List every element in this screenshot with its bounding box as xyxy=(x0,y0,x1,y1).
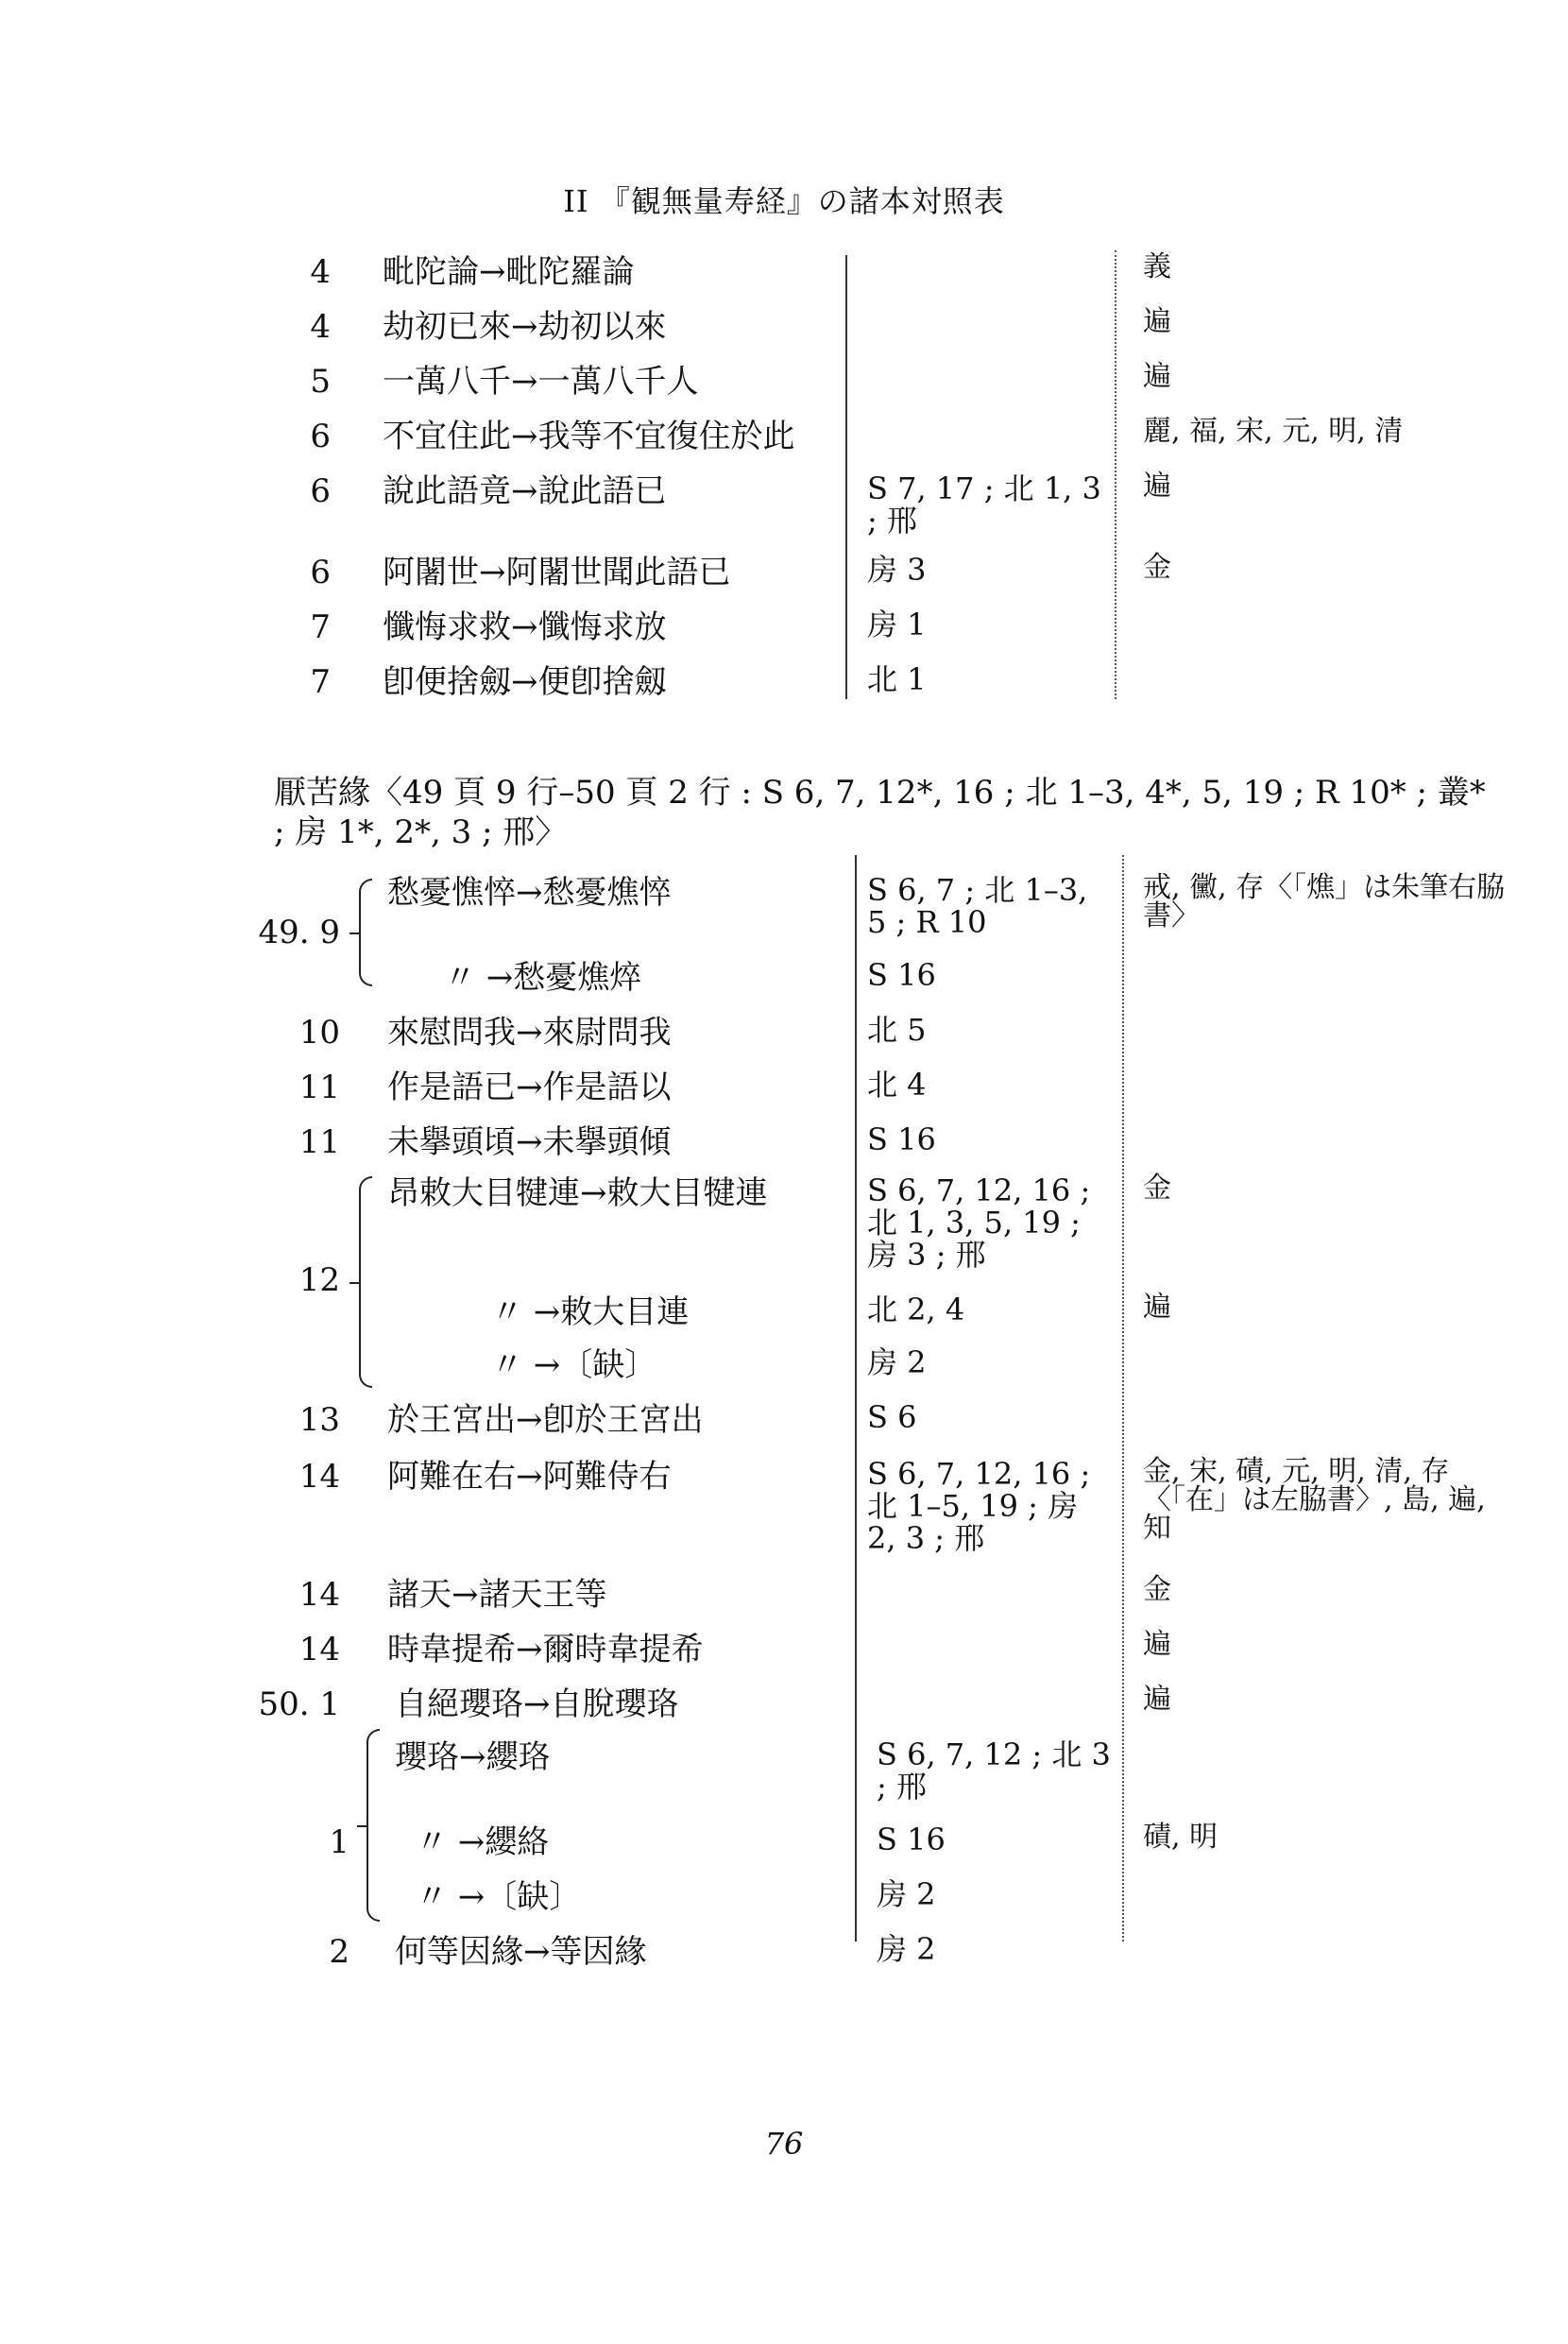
line-number: 5 xyxy=(310,363,331,401)
source-list: S 7, 17 ; 北 1, 3 ; 邢 xyxy=(867,471,1101,539)
line-number: 12 xyxy=(298,1261,340,1299)
line-number: 7 xyxy=(310,608,331,646)
table-row xyxy=(0,415,1568,471)
variant-text: 說此語竟→說此語已 xyxy=(383,472,667,510)
line-number: 6 xyxy=(310,554,331,591)
variant-text: 阿闍世→阿闍世聞此語已 xyxy=(383,554,731,591)
table-row xyxy=(0,1123,1568,1176)
source-list: S 6, 7, 12, 16 ; 北 1–5, 19 ; 房 2, 3 ; 邢 xyxy=(867,1456,1091,1556)
line-number: 10 xyxy=(298,1014,340,1052)
source-list: 北 2, 4 xyxy=(867,1292,965,1327)
line-number: 50. 1 xyxy=(258,1685,340,1723)
table-row xyxy=(0,1685,1568,1738)
edition-list: 金 xyxy=(1143,1573,1171,1606)
variant-text: 〃 →纓絡 xyxy=(416,1823,550,1861)
variant-text: 劫初已來→劫初以來 xyxy=(383,308,667,346)
source-list: 房 2 xyxy=(867,1344,927,1380)
edition-list: 遍 xyxy=(1143,1628,1171,1661)
edition-list: 金 xyxy=(1143,1172,1171,1205)
table-row xyxy=(0,1628,1568,1684)
table-row xyxy=(0,305,1568,361)
source-list: 北 4 xyxy=(867,1067,927,1103)
variant-text: 何等因緣→等因緣 xyxy=(395,1933,647,1971)
edition-list: 麗, 福, 宋, 元, 明, 清 xyxy=(1143,415,1404,448)
edition-list: 遍 xyxy=(1143,1683,1171,1716)
table-row xyxy=(0,360,1568,416)
edition-list: 金 xyxy=(1143,551,1171,584)
variant-text: 懺悔求救→懺悔求放 xyxy=(383,608,667,646)
table-row xyxy=(0,1346,1568,1399)
source-list: 房 1 xyxy=(867,607,927,642)
edition-list: 磧, 明 xyxy=(1143,1821,1219,1854)
table-row xyxy=(0,608,1568,661)
table-row xyxy=(0,1172,1568,1299)
variant-text: 諸天→諸天王等 xyxy=(387,1576,607,1614)
source-list: S 6, 7, 12 ; 北 3 ; 邢 xyxy=(877,1737,1111,1805)
source-list: S 6, 7, 12, 16 ; 北 1, 3, 5, 19 ; 房 3 ; 邢 xyxy=(867,1172,1091,1273)
edition-list: 遍 xyxy=(1143,360,1171,393)
variant-text: 於王宮出→卽於王宮出 xyxy=(387,1401,704,1439)
variant-text: 毗陀論→毗陀羅論 xyxy=(383,253,635,291)
variant-text: 作是語已→作是語以 xyxy=(387,1069,672,1106)
line-number: 14 xyxy=(298,1576,340,1614)
section-heading: 厭苦緣〈49 頁 9 行–50 頁 2 行 : S 6, 7, 12*, 16 ; 北 1–3, 4*, 5, 19 ; R 10* ; 叢* ; 房 1*, 2*, 3 ; 邢〉 xyxy=(274,774,1486,851)
source-list: S 16 xyxy=(867,957,936,993)
source-list: 房 2 xyxy=(877,1931,936,1967)
source-list: S 6 xyxy=(867,1399,917,1435)
edition-list: 戒, 黴, 存〈「燋」は朱筆右脇書〉 xyxy=(1143,871,1506,932)
edition-list: 金, 宋, 磧, 元, 明, 清, 存〈「在」は左脇書〉, 島, 遍, 知 xyxy=(1143,1455,1486,1545)
line-number: 2 xyxy=(329,1933,349,1971)
line-number: 4 xyxy=(310,308,331,346)
source-list: S 16 xyxy=(867,1121,936,1157)
line-number: 11 xyxy=(298,1123,340,1161)
table-row xyxy=(0,1933,1568,1986)
variant-text: 一萬八千→一萬八千人 xyxy=(383,363,699,401)
variant-text: 時韋提希→爾時韋提希 xyxy=(387,1631,704,1668)
edition-list: 義 xyxy=(1143,250,1171,283)
table-row xyxy=(0,871,1568,959)
line-number: 1 xyxy=(329,1823,349,1861)
variant-text: 愁憂憔悴→愁憂燋悴 xyxy=(387,874,672,912)
line-number: 14 xyxy=(298,1631,340,1668)
variant-text: 瓔珞→纓珞 xyxy=(395,1738,551,1776)
table-row xyxy=(0,1069,1568,1121)
variant-text: 不宜住此→我等不宜復住於此 xyxy=(383,418,795,455)
table-row xyxy=(0,250,1568,306)
line-number: 49. 9 xyxy=(258,914,340,951)
table-row xyxy=(0,551,1568,607)
line-number: 6 xyxy=(310,472,331,510)
table-row xyxy=(0,1455,1568,1571)
source-list: 房 2 xyxy=(877,1876,936,1912)
edition-list: 遍 xyxy=(1143,305,1171,338)
page-number: 76 xyxy=(764,2126,804,2162)
table-row xyxy=(0,1573,1568,1629)
variant-text: 〃 →〔缺〕 xyxy=(491,1346,657,1384)
table-row xyxy=(0,1823,1568,1876)
table-row xyxy=(0,1738,1568,1814)
source-list: 北 1 xyxy=(867,661,927,697)
table-row xyxy=(0,1878,1568,1931)
variant-text: 阿難在右→阿難侍右 xyxy=(387,1458,672,1496)
table-row xyxy=(0,1293,1568,1346)
edition-list: 遍 xyxy=(1143,470,1171,503)
line-number: 7 xyxy=(310,663,331,701)
variant-text: 卽便捨劔→便卽捨劔 xyxy=(383,663,667,701)
variant-text xyxy=(444,959,641,997)
table-row xyxy=(0,472,1568,548)
line-number: 14 xyxy=(298,1458,340,1496)
ditto-mark: 〃 →愁憂燋焠 xyxy=(444,959,642,997)
source-list: 北 5 xyxy=(867,1012,927,1048)
variant-text: 〃 →〔缺〕 xyxy=(416,1878,582,1916)
table-row xyxy=(0,959,1568,1012)
variant-text: 未擧頭頃→未擧頭傾 xyxy=(387,1123,672,1161)
variant-text: 昂敕大目犍連→敕大目犍連 xyxy=(387,1174,768,1212)
line-number: 13 xyxy=(298,1401,340,1439)
source-list: 房 3 xyxy=(867,552,927,588)
variant-text: 自絕瓔珞→自脫瓔珞 xyxy=(395,1685,679,1723)
line-number: 6 xyxy=(310,418,331,455)
variant-text: 來慰問我→來尉問我 xyxy=(387,1014,672,1052)
table-row xyxy=(0,663,1568,716)
source-list: S 6, 7 ; 北 1–3, 5 ; R 10 xyxy=(867,872,1088,940)
line-number: 4 xyxy=(310,253,331,291)
table-row xyxy=(0,1014,1568,1067)
line-number: 11 xyxy=(298,1069,340,1106)
edition-list: 遍 xyxy=(1143,1291,1171,1324)
running-header: II 『観無量寿経』の諸本対照表 xyxy=(563,183,1005,219)
table-row xyxy=(0,1401,1568,1454)
variant-text: 〃 →敕大目連 xyxy=(491,1293,690,1331)
source-list: S 16 xyxy=(877,1822,946,1857)
